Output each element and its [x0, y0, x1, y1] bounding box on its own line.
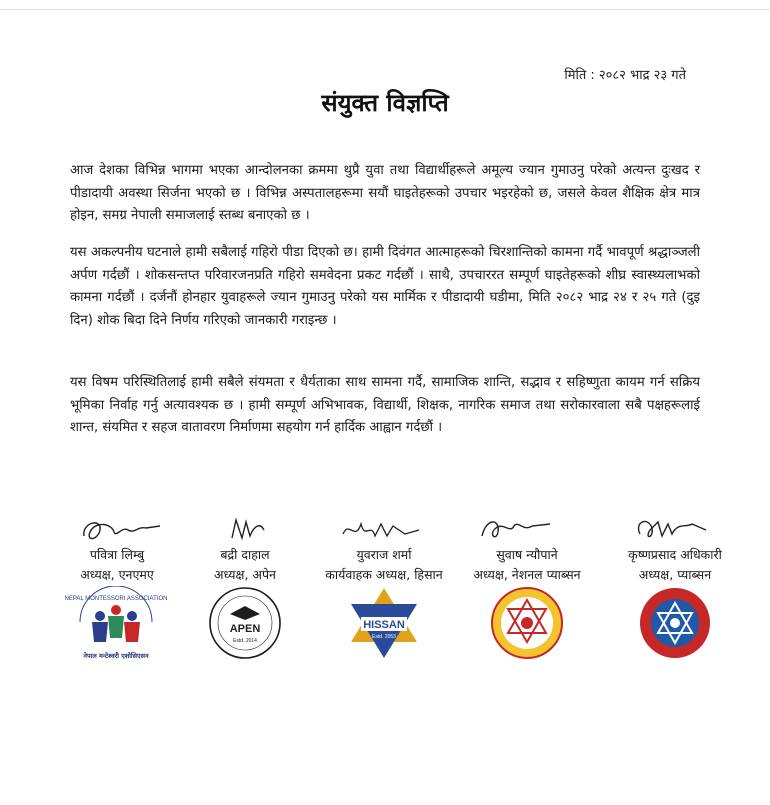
- notice-date: मिति : २०८२ भाद्र २३ गते: [564, 68, 686, 83]
- signatory-name: कृष्णप्रसाद अधिकारी: [628, 547, 722, 562]
- signatory-national-pabson: [452, 512, 602, 662]
- signatory-role: अध्यक्ष, प्याब्सन: [638, 567, 712, 582]
- nepal-montessori-association-logo: [60, 586, 172, 662]
- signatory-pabson: [600, 512, 750, 662]
- notice-paragraph-2: यस अकल्पनीय घटनाले हामी सबैलाई गहिरो पीडा दिएको छ। हामी दिवंगत आत्माहरूको चिरशान्तिको कामना गर्दै भावपूर्ण श्रद्धाञ्जली अर्पण गर्दछौं । शोकसन्तप्त परिवारजनप्रति गहिरो समवेदना प्रकट गर्दछौं । साथै, उपचाररत सम्पूर्ण घाइतेहरूको शीघ्र स्वास्थ्यलाभको कामना गर्दछौं । दर्जनौं होनहार युवाहरूले ज्यान गुमाउनु परेको यस मार्मिक र पीडादायी घडीमा, मिति २०८२ भाद्र २४ र २५ गते (दुइ दिन) शोक बिदा दिने निर्णय गरिएको जानकारी गराइन्छ ।: [70, 245, 700, 328]
- pabson-logo: [638, 586, 712, 660]
- signatory-apen: [170, 512, 320, 662]
- svg-text:Estd. 2014: Estd. 2014: [233, 638, 257, 644]
- notice-paragraph-3: यस विषम परिस्थितिलाई हामी सबैले संयमता र धैर्यताका साथ सामना गर्दै, सामाजिक शान्ति, सद्भाव र सहिष्णुता कायम गर्न सक्रिय भूमिका निर्वाह गर्नु अत्यावश्यक छ । हामी सम्पूर्ण अभिभावक, विद्यार्थी, शिक्षक, नागरिक समाज तथा सरोकारवाला सबै पक्षहरूलाई शान्त, संयमित र सहज वातावरण निर्माणमा सहयोग गर्न हार्दिक आह्वान गर्दछौं ।: [70, 375, 700, 435]
- national-pabson-logo: [490, 586, 564, 660]
- notice-title: संयुक्त विज्ञप्ति: [321, 89, 449, 117]
- svg-text:नेपाल मन्टेश्वरी एशोसिएसन: नेपाल मन्टेश्वरी एशोसिएसन: [83, 652, 149, 660]
- signatory-name: सुवाष न्यौपाने: [496, 547, 558, 562]
- hissan-logo: [347, 586, 421, 660]
- apen-logo: [208, 586, 282, 660]
- signatory-role: कार्यवाहक अध्यक्ष, हिसान: [325, 567, 443, 582]
- signatory-name: पवित्रा लिम्बु: [89, 547, 145, 562]
- signature-mark: [452, 512, 602, 548]
- signatory-role: अध्यक्ष, अपेन: [214, 567, 276, 582]
- svg-text:HISSAN: HISSAN: [363, 619, 405, 631]
- svg-text:NEPAL MONTESSORI ASSOCIATION: NEPAL MONTESSORI ASSOCIATION: [64, 596, 168, 602]
- signatory-role: अध्यक्ष, नेशनल प्याब्सन: [473, 567, 581, 582]
- signature-mark: [600, 512, 750, 548]
- notice-paragraph-1: आज देशका विभिन्न भागमा भएका आन्दोलनका क्रममा थुप्रै युवा तथा विद्यार्थीहरूले अमूल्य ज्यान गुमाउनु परेको अत्यन्त दुःखद र पीडादायी अवस्था सिर्जना भएको छ । विभिन्न अस्पतालहरूमा सयौं घाइतेहरूको उपचार भइरहेको छ, जसले केवल शैक्षिक क्षेत्र मात्र होइन, समग्र नेपाली समाजलाई स्तब्ध बनाएको छ ।: [70, 163, 700, 223]
- svg-text:Estd. 2053: Estd. 2053: [372, 634, 396, 640]
- signatory-name: युवराज शर्मा: [356, 547, 412, 562]
- signatory-name: बद्री दाहाल: [220, 547, 270, 562]
- signatory-role: अध्यक्ष, एनएमए: [80, 567, 154, 582]
- svg-text:APEN: APEN: [229, 623, 261, 635]
- signature-mark: [309, 512, 459, 548]
- signatory-hissan: [309, 512, 459, 662]
- top-divider: [0, 9, 770, 10]
- signature-mark: [170, 512, 320, 548]
